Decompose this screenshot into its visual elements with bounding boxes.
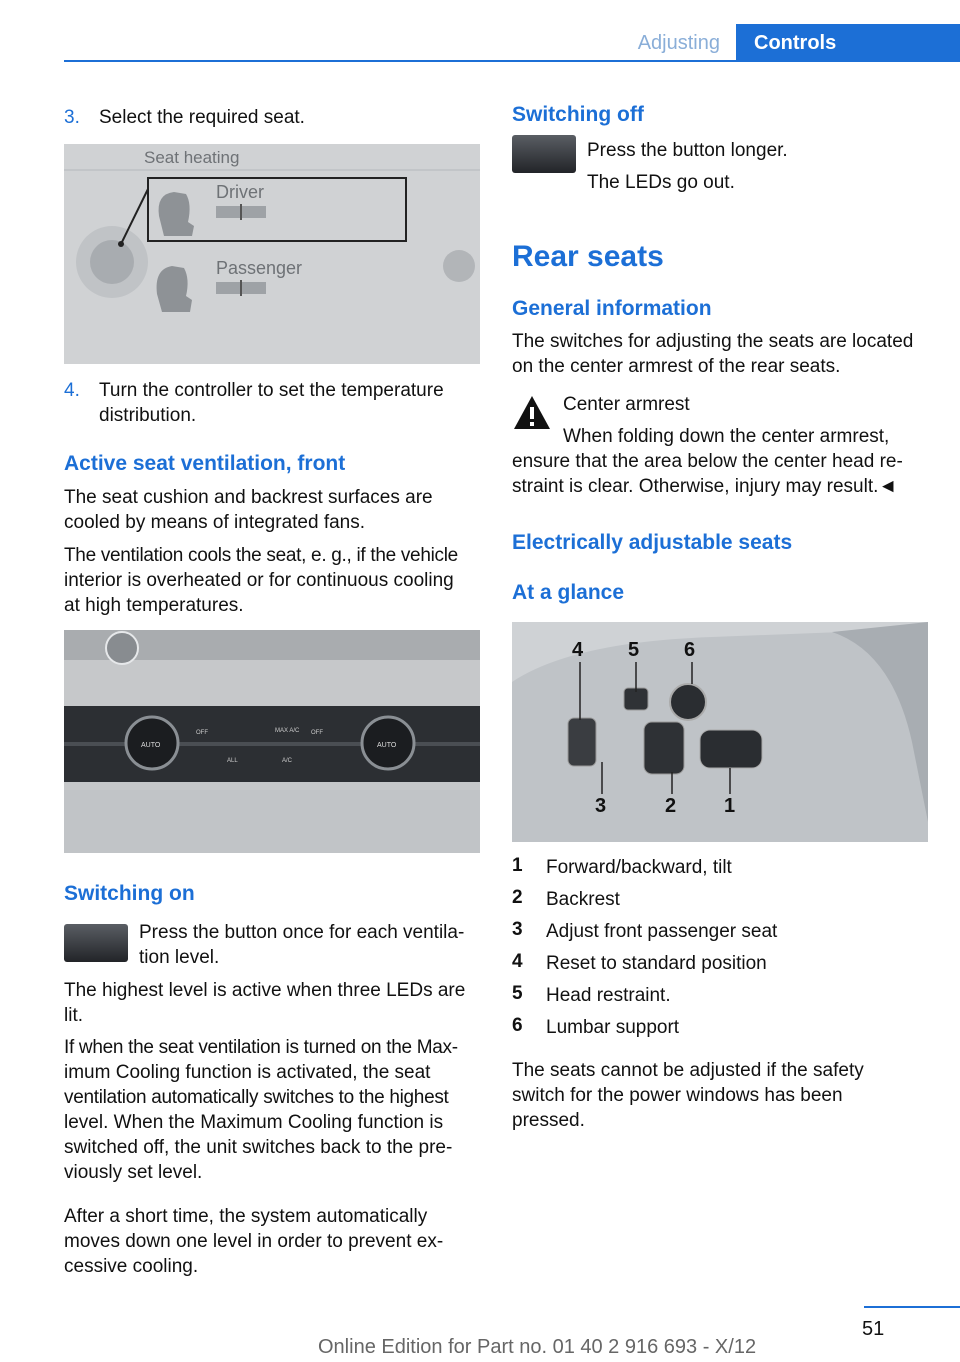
legend-text: Forward/backward, tilt bbox=[546, 857, 732, 878]
legend-text: Lumbar support bbox=[546, 1017, 680, 1038]
panel-ac: A/C bbox=[282, 758, 293, 764]
screen-title: Seat heating bbox=[144, 148, 240, 167]
at-a-glance-heading: At a glance bbox=[512, 581, 625, 604]
text-line: lit. bbox=[64, 1005, 83, 1026]
panel-all: ALL bbox=[227, 758, 238, 764]
callout-4: 4 bbox=[572, 639, 584, 661]
text-line: switched off, the unit switches back to the pre- bbox=[64, 1137, 453, 1158]
text-line: level. When the Maximum Cooling function is bbox=[64, 1112, 444, 1133]
seat-switch-figure bbox=[512, 622, 928, 842]
legend-text: Adjust front passenger seat bbox=[546, 921, 778, 942]
seat-switch-graphic bbox=[512, 622, 928, 842]
header-chapter-tab: Controls bbox=[736, 24, 960, 62]
legend-text: Backrest bbox=[546, 889, 620, 910]
text-line: at high temperatures. bbox=[64, 595, 244, 616]
text-line: cessive cooling. bbox=[64, 1256, 199, 1277]
text-line: The switches for adjusting the seats are located bbox=[512, 331, 914, 352]
warning-icon bbox=[512, 393, 552, 433]
legend-number: 3 bbox=[512, 919, 523, 940]
text-line: The highest level is active when three LEDs are bbox=[64, 980, 466, 1001]
page-number: 51 bbox=[862, 1318, 885, 1340]
legend-number: 6 bbox=[512, 1015, 523, 1036]
panel-off-left: OFF bbox=[196, 730, 208, 736]
legend-text: Head restraint. bbox=[546, 985, 671, 1006]
step-text-line: Turn the controller to set the temperature bbox=[99, 380, 444, 401]
header-rule bbox=[64, 60, 960, 62]
text-line: tion level. bbox=[139, 947, 220, 968]
panel-off-right: OFF bbox=[311, 730, 323, 736]
step-number: 4. bbox=[64, 380, 80, 401]
ventilation-para-1 bbox=[64, 485, 433, 535]
seat-heating-screen-graphic bbox=[64, 144, 480, 364]
text-line: interior is overheated or for continuous cooling bbox=[64, 570, 454, 591]
general-info-para bbox=[512, 329, 913, 379]
legend-number: 5 bbox=[512, 983, 523, 1004]
text-line: ensure that the area below the center head re- bbox=[512, 451, 903, 472]
ventilation-para-2 bbox=[64, 543, 484, 618]
screen-option-driver: Driver bbox=[216, 182, 264, 202]
text-line: straint is clear. Otherwise, injury may result.◄ bbox=[512, 476, 898, 497]
footer-rule bbox=[864, 1306, 960, 1308]
step-text: Select the required seat. bbox=[99, 107, 305, 128]
text-line: Press the button longer. bbox=[587, 140, 788, 161]
panel-auto-left: AUTO bbox=[141, 742, 161, 749]
step-text-line: distribution. bbox=[99, 405, 197, 426]
warning-body bbox=[512, 449, 903, 499]
general-info-heading: General information bbox=[512, 297, 712, 320]
text-line: ventilation automatically switches to the highest bbox=[64, 1087, 449, 1108]
climate-panel-graphic bbox=[64, 630, 480, 853]
warning-title: Center armrest bbox=[563, 394, 690, 415]
callout-1: 1 bbox=[724, 795, 736, 817]
text-line: After a short time, the system automatically bbox=[64, 1206, 428, 1227]
text-line: moves down one level in order to prevent ex- bbox=[64, 1231, 444, 1252]
panel-auto-right: AUTO bbox=[377, 742, 397, 749]
text-line: cooled by means of integrated fans. bbox=[64, 512, 366, 533]
text-line: The seat cushion and backrest surfaces are bbox=[64, 487, 433, 508]
callout-3: 3 bbox=[595, 795, 607, 817]
text-line: The LEDs go out. bbox=[587, 172, 735, 193]
panel-max-ac: MAX A/C bbox=[275, 728, 300, 734]
warning-line: When folding down the center armrest, bbox=[563, 426, 890, 447]
legend-text: Reset to standard position bbox=[546, 953, 767, 974]
footer-edition: Online Edition for Part no. 01 40 2 916 693 - X/12 bbox=[318, 1336, 757, 1358]
header-section-label: Adjusting bbox=[637, 32, 720, 54]
safety-note bbox=[512, 1058, 864, 1133]
switch-on-para-1 bbox=[139, 920, 464, 970]
text-line: The seats cannot be adjusted if the safety bbox=[512, 1060, 864, 1081]
switch-on-para-4 bbox=[64, 1204, 443, 1279]
switch-on-para-2 bbox=[64, 978, 465, 1028]
ventilation-heading: Active seat ventilation, front bbox=[64, 452, 346, 475]
seat-ventilation-button-icon-off bbox=[512, 135, 576, 173]
text-line: on the center armrest of the rear seats. bbox=[512, 356, 841, 377]
text-line: Press the button once for each ventila- bbox=[139, 922, 465, 943]
seat-heating-screen-figure bbox=[64, 144, 480, 364]
step-4 bbox=[64, 378, 444, 426]
callout-5: 5 bbox=[628, 639, 640, 661]
legend-number: 4 bbox=[512, 951, 523, 972]
rear-seats-heading: Rear seats bbox=[512, 240, 664, 273]
screen-option-passenger: Passenger bbox=[216, 258, 303, 278]
legend-number: 1 bbox=[512, 855, 523, 876]
switch-on-para-3 bbox=[64, 1035, 458, 1185]
switch-off-text bbox=[587, 138, 788, 195]
switching-off-heading: Switching off bbox=[512, 103, 644, 126]
text-line: switch for the power windows has been bbox=[512, 1085, 843, 1106]
climate-panel-figure bbox=[64, 630, 480, 853]
seat-ventilation-button-icon bbox=[64, 924, 128, 962]
text-line: The ventilation cools the seat, e. g., if the vehicle bbox=[64, 545, 458, 566]
text-line: imum Cooling function is activated, the seat bbox=[64, 1062, 431, 1083]
callout-2: 2 bbox=[665, 795, 677, 817]
step-number: 3. bbox=[64, 107, 80, 128]
callout-6: 6 bbox=[684, 639, 696, 661]
switching-on-heading: Switching on bbox=[64, 882, 195, 905]
text-line: viously set level. bbox=[64, 1162, 203, 1183]
text-line: If when the seat ventilation is turned on the Max- bbox=[64, 1037, 458, 1058]
text-line: pressed. bbox=[512, 1110, 585, 1131]
step-3 bbox=[64, 105, 305, 130]
legend-number: 2 bbox=[512, 887, 523, 908]
electrically-adjustable-heading: Electrically adjustable seats bbox=[512, 531, 793, 554]
